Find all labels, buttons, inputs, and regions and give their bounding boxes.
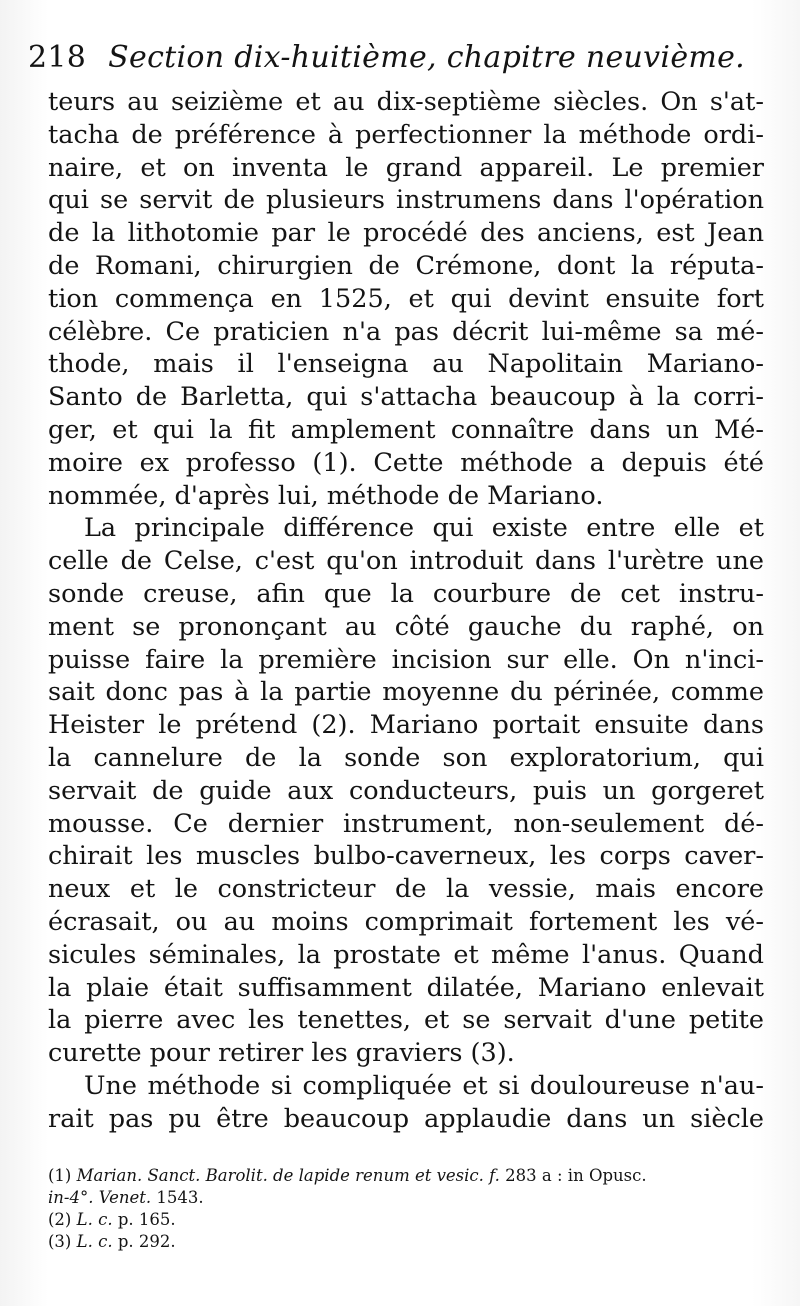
footnote-page: p. 292. <box>117 1232 176 1251</box>
text-line: ment se prononçant au côté gauche du raphé, on <box>48 611 764 642</box>
footnote-marker: (1) <box>48 1166 72 1185</box>
text-line: neux et le constricteur de la vessie, mais encore <box>48 874 764 905</box>
main-text <box>48 86 764 1136</box>
text-line: celle de Celse, c'est qu'on introduit dans l'urètre une <box>48 546 764 577</box>
footnote-citation: Marian. Sanct. Barolit. de lapide renum et vesic. f. <box>76 1166 500 1185</box>
footnote-marker: (2) <box>48 1210 72 1229</box>
running-title: Section dix-huitième, chapitre neuvième. <box>108 40 746 75</box>
text-line: de la lithotomie par le procédé des anciens, est Jean <box>48 218 764 249</box>
text-line: célèbre. Ce praticien n'a pas décrit lui-même sa mé- <box>48 316 764 347</box>
text-line: tion commença en 1525, et qui devint ensuite fort <box>48 283 764 314</box>
text-line: écrasait, ou au moins comprimait fortement les vé- <box>48 906 764 937</box>
text-line: ger, et qui la fit amplement connaître dans un Mé- <box>48 414 764 445</box>
footnote-1 <box>48 1165 764 1187</box>
text-line: puisse faire la première incision sur elle. On n'inci- <box>48 644 764 675</box>
text-line: La principale différence qui existe entre elle et <box>84 513 764 544</box>
footnotes <box>48 1165 764 1253</box>
text-line: curette pour retirer les graviers (3). <box>48 1038 515 1069</box>
text-line: mousse. Ce dernier instrument, non-seulement dé- <box>48 808 764 839</box>
page-number: 218 <box>28 40 87 75</box>
text-line: Une méthode si compliquée et si douloureuse n'au- <box>84 1070 764 1101</box>
footnote-citation: in-4°. Venet. <box>48 1188 152 1207</box>
text-line: de Romani, chirurgien de Crémone, dont la réputa- <box>48 250 764 281</box>
footnote-year: 1543. <box>156 1188 204 1207</box>
text-line: naire, et on inventa le grand appareil. Le premier <box>48 152 764 183</box>
footnote-page: p. 165. <box>117 1210 176 1229</box>
footnote-3 <box>48 1231 764 1253</box>
text-line: chirait les muscles bulbo-caverneux, les corps caver- <box>48 841 764 872</box>
text-line: sonde creuse, afin que la courbure de cet instru- <box>48 578 764 609</box>
text-line: Santo de Barletta, qui s'attacha beaucoup à la corri- <box>48 382 764 413</box>
text-line: qui se servit de plusieurs instrumens dans l'opération <box>48 185 764 216</box>
footnote-2 <box>48 1209 764 1231</box>
text-line: moire ex professo (1). Cette méthode a depuis été <box>48 447 764 478</box>
text-line: la cannelure de la sonde son exploratorium, qui <box>48 742 764 773</box>
text-line: sait donc pas à la partie moyenne du périnée, comme <box>48 677 764 708</box>
footnote-reference: L. c. <box>76 1232 113 1251</box>
footnote-marker: (3) <box>48 1232 72 1251</box>
text-line: servait de guide aux conducteurs, puis un gorgeret <box>48 775 764 806</box>
text-line: Heister le prétend (2). Mariano portait ensuite dans <box>48 710 764 741</box>
text-line: teurs au seizième et au dix-septième siècles. On s'at- <box>48 87 764 117</box>
footnote-citation: 283 a : in Opusc. <box>505 1166 647 1185</box>
text-line: thode, mais il l'enseigna au Napolitain Mariano- <box>48 349 764 380</box>
text-line: la plaie était suffisamment dilatée, Mariano enlevait <box>48 972 764 1003</box>
footnote-reference: L. c. <box>76 1210 113 1229</box>
text-line: rait pas pu être beaucoup applaudie dans un siècle <box>48 1103 764 1134</box>
footnote-1-continued <box>48 1187 764 1209</box>
text-line: sicules séminales, la prostate et même l'anus. Quand <box>48 939 764 970</box>
text-line: la pierre avec les tenettes, et se servait d'une petite <box>48 1005 764 1036</box>
text-line: tacha de préférence à perfectionner la méthode ordi- <box>48 119 764 150</box>
text-line: nommée, d'après lui, méthode de Mariano. <box>48 480 604 511</box>
running-head <box>28 40 768 75</box>
